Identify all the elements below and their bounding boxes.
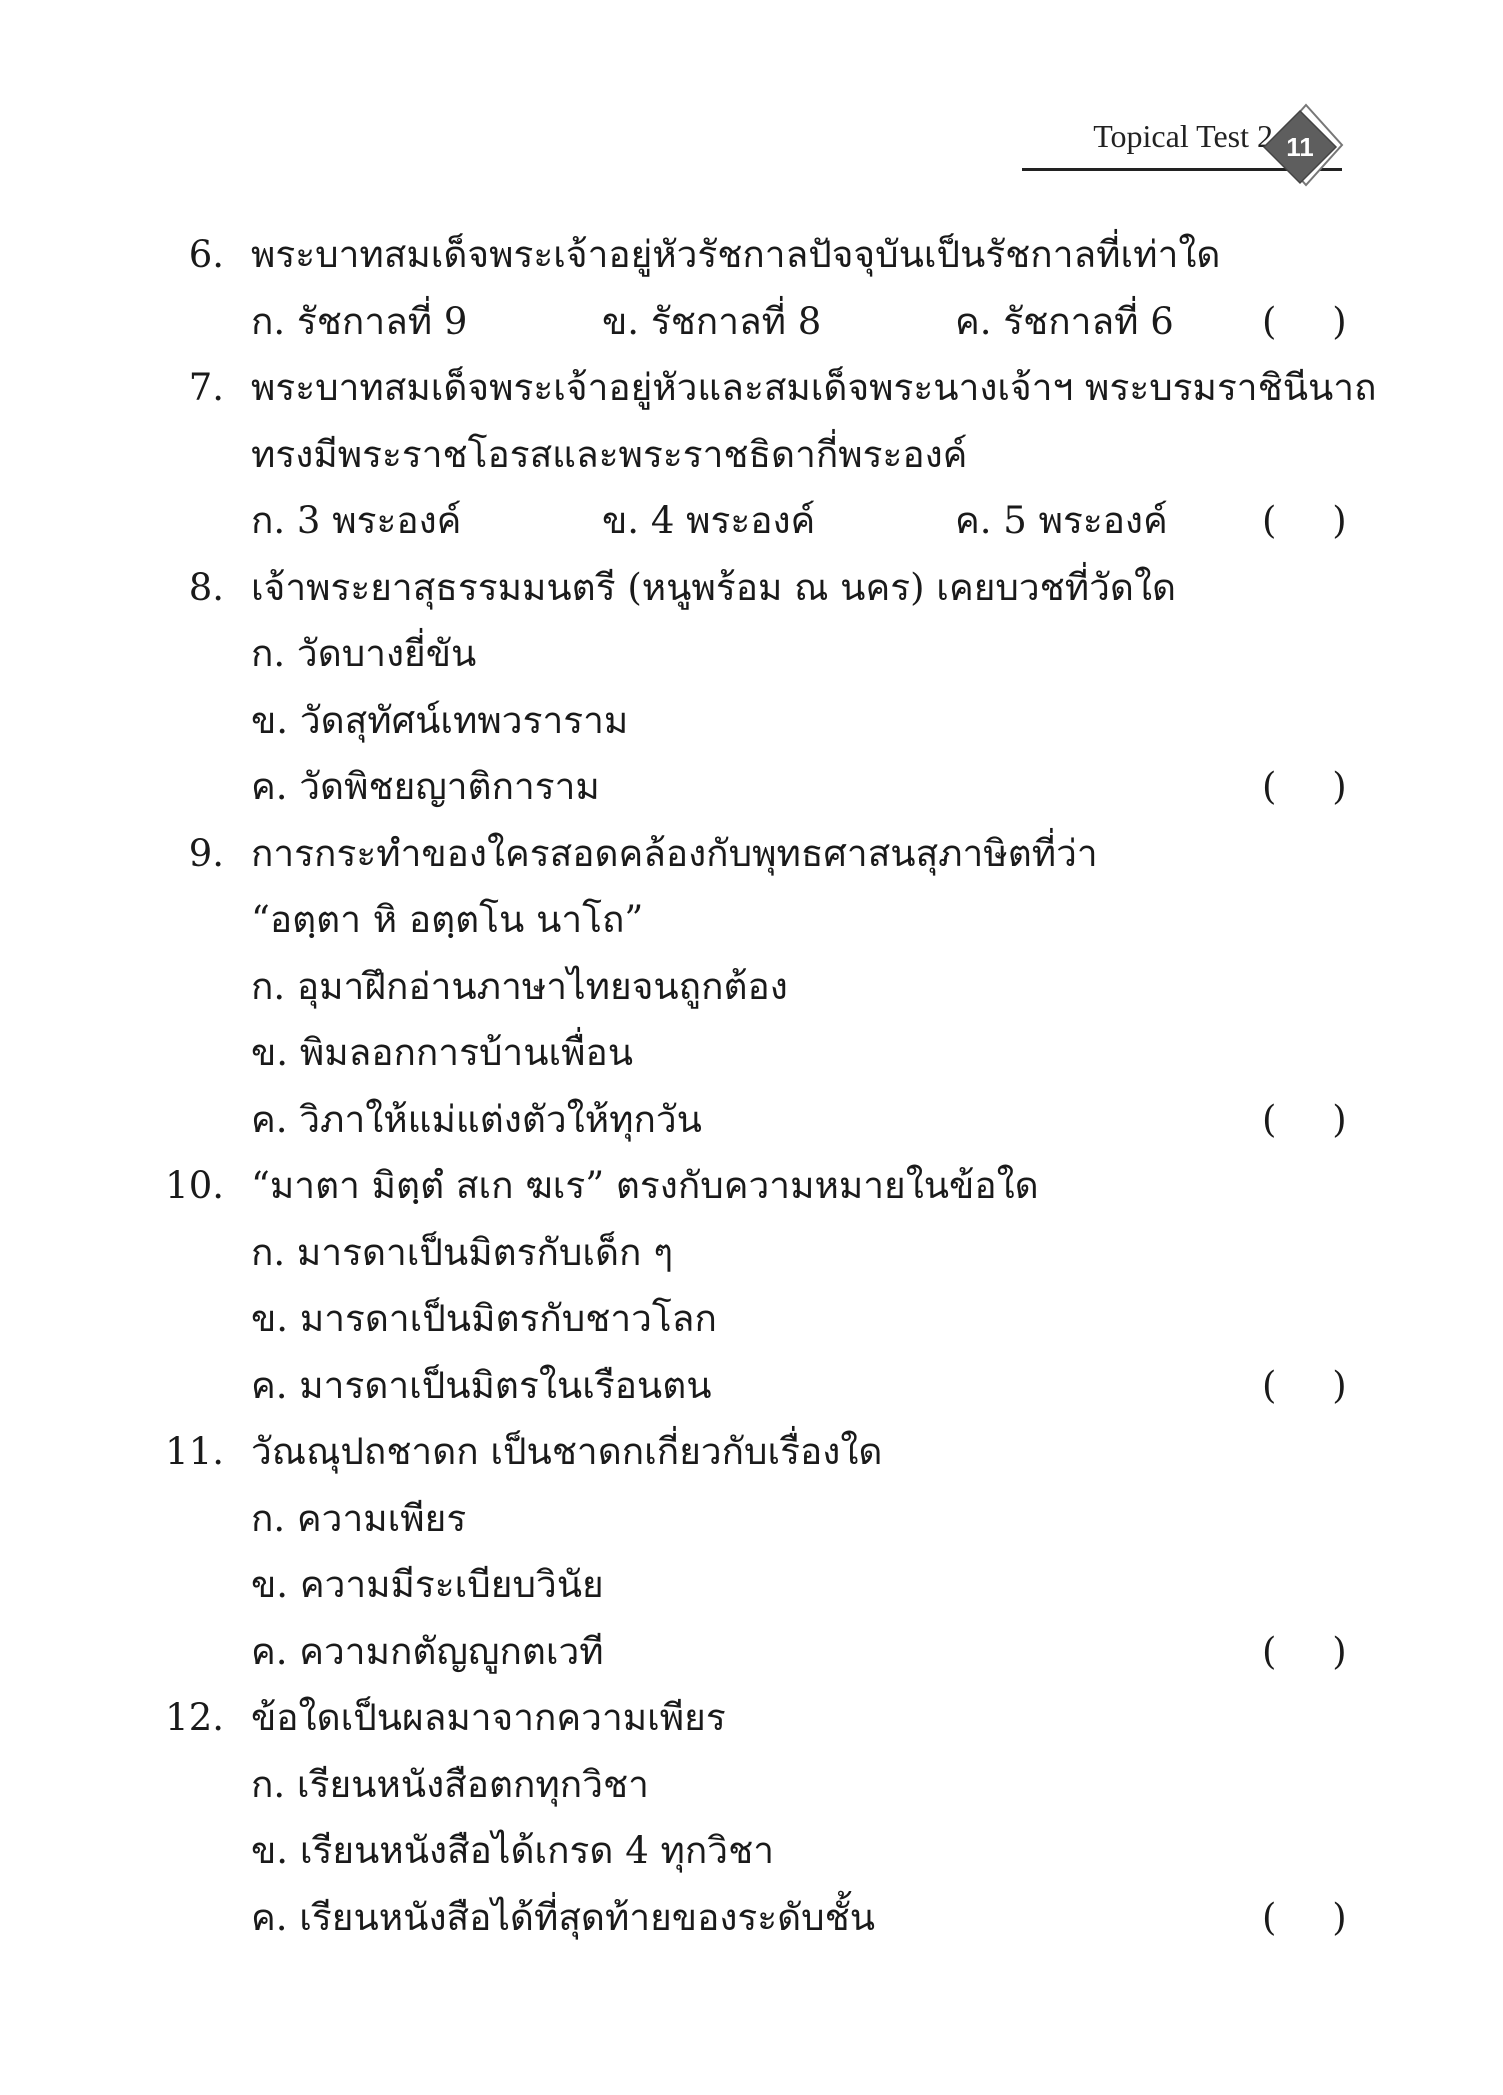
- question-block: [0, 355, 1503, 555]
- answer-choice[interactable]: ค. 5 พระองค์: [955, 499, 1168, 542]
- answer-choice[interactable]: ค. วัดพิชยญาติการาม: [251, 765, 600, 808]
- question-number: 6.: [188, 233, 224, 276]
- question-number: 12.: [165, 1696, 224, 1739]
- choice-row: [0, 1619, 1503, 1686]
- choice-row: [0, 1486, 1503, 1553]
- answer-bracket[interactable]: ( ): [1262, 1363, 1369, 1407]
- choice-row: [0, 754, 1503, 821]
- header-title: Topical Test 2: [1093, 118, 1273, 154]
- answer-choice[interactable]: ก. มารดาเป็นมิตรกับเด็ก ๆ: [251, 1230, 674, 1274]
- choice-row: [0, 621, 1503, 688]
- choice-row: [0, 289, 1503, 356]
- question-text: พระบาทสมเด็จพระเจ้าอยู่หัวและสมเด็จพระนางเจ้าฯ พระบรมราชินีนาถ: [251, 366, 1377, 409]
- answer-bracket[interactable]: ( ): [1262, 499, 1369, 542]
- answer-choice[interactable]: ก. วัดบางยี่ขัน: [251, 632, 477, 675]
- question-text: วัณณุปถชาดก เป็นชาดกเกี่ยวกับเรื่องใด: [251, 1430, 883, 1473]
- answer-choice[interactable]: ข. เรียนหนังสือได้เกรด 4 ทุกวิชา: [251, 1829, 774, 1872]
- question-text: เจ้าพระยาสุธรรมมนตรี (หนูพร้อม ณ นคร) เคยบวชที่วัดใด: [251, 565, 1177, 609]
- choice-row: [0, 1818, 1503, 1885]
- question-line: [0, 887, 1503, 954]
- question-text: การกระทำของใครสอดคล้องกับพุทธศาสนสุภาษิตที่ว่า: [251, 831, 1098, 875]
- question-block: [0, 1419, 1503, 1685]
- answer-choice[interactable]: ข. 4 พระองค์: [602, 499, 816, 542]
- choice-row: [0, 1552, 1503, 1619]
- answer-choice[interactable]: ข. วัดสุทัศน์เทพวราราม: [251, 698, 629, 742]
- answer-choice[interactable]: ค. รัชกาลที่ 6: [955, 299, 1174, 343]
- question-line: [0, 422, 1503, 489]
- question-block: [0, 555, 1503, 821]
- question-number: 11.: [165, 1430, 224, 1473]
- question-block: [0, 1685, 1503, 1951]
- question-block: [0, 821, 1503, 1154]
- question-line: [0, 1419, 1503, 1486]
- answer-choice[interactable]: ข. พิมลอกการบ้านเพื่อน: [251, 1031, 634, 1074]
- question-line: [0, 1685, 1503, 1752]
- question-number: 10.: [165, 1164, 224, 1207]
- answer-choice[interactable]: ก. รัชกาลที่ 9: [251, 299, 468, 343]
- question-block: [0, 222, 1503, 355]
- choice-row: [0, 1752, 1503, 1819]
- answer-choice[interactable]: ค. เรียนหนังสือได้ที่สุดท้ายของระดับชั้น: [251, 1895, 876, 1939]
- page-number: 11: [1286, 132, 1314, 162]
- choice-row: [0, 688, 1503, 755]
- question-line: [0, 222, 1503, 289]
- question-text: ทรงมีพระราชโอรสและพระราชธิดากี่พระองค์: [251, 432, 968, 476]
- choice-row: [0, 954, 1503, 1021]
- choice-row: [0, 1353, 1503, 1420]
- answer-bracket[interactable]: ( ): [1262, 1895, 1369, 1939]
- question-line: [0, 821, 1503, 888]
- answer-choice[interactable]: ก. เรียนหนังสือตกทุกวิชา: [251, 1762, 649, 1806]
- answer-choice[interactable]: ก. 3 พระองค์: [251, 499, 462, 542]
- answer-bracket[interactable]: ( ): [1262, 1097, 1369, 1141]
- choice-row: [0, 1885, 1503, 1952]
- answer-bracket[interactable]: ( ): [1262, 1629, 1369, 1673]
- choice-row: [0, 1087, 1503, 1154]
- answer-choice[interactable]: ก. อุมาฝึกอ่านภาษาไทยจนถูกต้อง: [251, 964, 788, 1008]
- answer-choice[interactable]: ข. ความมีระเบียบวินัย: [251, 1563, 604, 1606]
- answer-choice[interactable]: ค. วิภาให้แม่แต่งตัวให้ทุกวัน: [251, 1097, 702, 1141]
- choice-row: [0, 1020, 1503, 1087]
- question-line: [0, 555, 1503, 622]
- page-header: [0, 0, 1503, 200]
- question-text: พระบาทสมเด็จพระเจ้าอยู่หัวรัชกาลปัจจุบันเป็นรัชกาลที่เท่าใด: [251, 233, 1221, 276]
- answer-choice[interactable]: ข. มารดาเป็นมิตรกับชาวโลก: [251, 1297, 717, 1340]
- question-block: [0, 1153, 1503, 1419]
- question-line: [0, 1153, 1503, 1220]
- question-number: 7.: [188, 366, 224, 409]
- choice-row: [0, 1286, 1503, 1353]
- question-text: “มาตา มิตฺตํ สเก ฆเร” ตรงกับความหมายในข้อใด: [251, 1164, 1039, 1207]
- question-text: “อตฺตา หิ อตฺตโน นาโถ”: [251, 898, 644, 941]
- question-line: [0, 355, 1503, 422]
- answer-choice[interactable]: ข. รัชกาลที่ 8: [602, 299, 822, 343]
- answer-choice[interactable]: ก. ความเพียร: [251, 1496, 467, 1540]
- question-list: [0, 222, 1503, 1951]
- question-number: 8.: [188, 565, 224, 609]
- answer-choice[interactable]: ค. ความกตัญญูกตเวที: [251, 1629, 604, 1673]
- question-number: 9.: [188, 831, 224, 875]
- answer-bracket[interactable]: ( ): [1262, 765, 1369, 808]
- choice-row: [0, 1220, 1503, 1287]
- question-text: ข้อใดเป็นผลมาจากความเพียร: [251, 1696, 726, 1739]
- page-number-badge: [1256, 103, 1344, 191]
- answer-bracket[interactable]: ( ): [1262, 299, 1369, 343]
- answer-choice[interactable]: ค. มารดาเป็นมิตรในเรือนตน: [251, 1363, 712, 1407]
- choice-row: [0, 488, 1503, 555]
